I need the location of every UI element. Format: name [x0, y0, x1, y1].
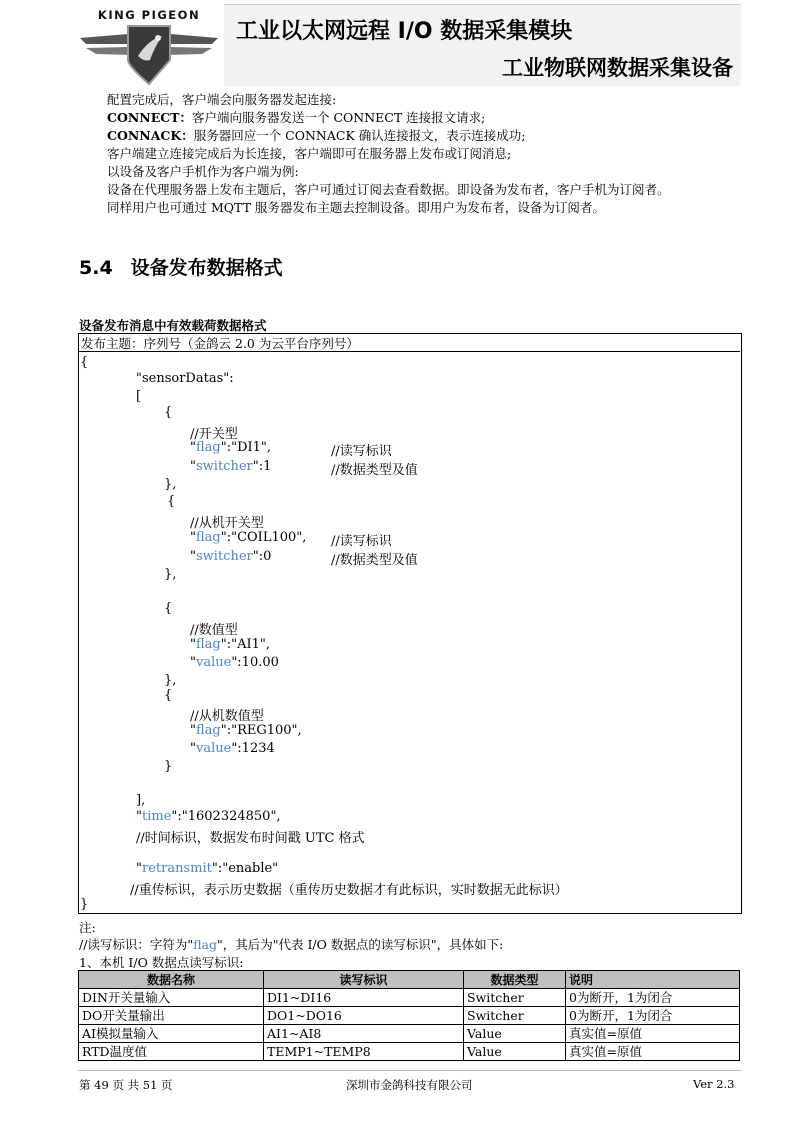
- sensor-datas-key: "sensorDatas":: [136, 371, 234, 386]
- connect-text: 客户端向服务器发送一个 CONNECT 连接报文请求;: [191, 110, 486, 125]
- intro-connect: [107, 109, 485, 127]
- json-close-brace: }: [80, 897, 89, 912]
- intro-line: 同样用户也可通过 MQTT 服务器发布主题去控制设备。即用户为发布者，设备为订阅者。: [107, 200, 605, 215]
- flag-line: "flag":"AI1",: [190, 637, 270, 652]
- document-title: 工业以太网远程 I/O 数据采集模块: [236, 19, 573, 44]
- section-heading: [79, 253, 283, 280]
- intro-connack: [107, 127, 525, 145]
- notes-line: 1、本机 I/O 数据点读写标识:: [79, 955, 244, 970]
- retransmit-comment: //重传标识，表示历史数据（重传历史数据才有此标识，实时数据无此标识）: [130, 883, 568, 898]
- item-comment: //数值型: [190, 623, 238, 638]
- notes-line: //读写标识：字符为"flag"，其后为"代表 I/O 数据点的读写标识"，具体如下:: [79, 937, 504, 952]
- table-caption: 设备发布消息中有效载荷数据格式: [79, 318, 267, 333]
- type-line: "switcher":0: [190, 549, 272, 564]
- col-header: 读写标识: [264, 971, 464, 989]
- intro-line: 配置完成后，客户端会向服务器发起连接:: [107, 92, 337, 107]
- connack-text: 服务器回应一个 CONNACK 确认连接报文，表示连接成功;: [193, 128, 526, 143]
- intro-line: 客户端建立连接完成后为长连接，客户端即可在服务器上发布或订阅消息;: [107, 146, 512, 161]
- retransmit-line: "retransmit":"enable": [136, 861, 279, 876]
- publish-topic-row: [78, 333, 740, 352]
- page-number: 第 49 页 共 51 页: [79, 1078, 173, 1092]
- flag-line: "flag":"DI1",: [190, 440, 272, 455]
- type-line: "value":1234: [190, 741, 275, 756]
- item-close-brace: },: [164, 477, 177, 492]
- connack-label: CONNACK：: [107, 128, 194, 143]
- table-row: RTD温度值 TEMP1~TEMP8 Value 真实值=原值: [79, 1043, 740, 1061]
- footer-company: 深圳市金鸽科技有限公司: [346, 1078, 473, 1092]
- item-open-brace: {: [167, 494, 176, 509]
- table-row: DO开关量输出 DO1~DO16 Switcher 0为断开，1为闭合: [79, 1007, 740, 1025]
- connect-label: CONNECT：: [107, 110, 192, 125]
- item-close-brace: },: [164, 567, 177, 582]
- time-comment: //时间标识，数据发布时间戳 UTC 格式: [136, 831, 365, 846]
- type-line: "switcher":1: [190, 459, 272, 474]
- col-header: 说明: [566, 971, 740, 989]
- flag-line: "flag":"COIL100",: [190, 530, 307, 545]
- item-open-brace: {: [164, 405, 173, 420]
- type-comment: //数据类型及值: [331, 553, 418, 568]
- io-table: [78, 970, 740, 1061]
- notes-label: 注:: [79, 920, 96, 935]
- flag-comment: //读写标识: [331, 534, 392, 549]
- json-open-bracket: [: [136, 389, 142, 404]
- section-title: 设备发布数据格式: [130, 257, 283, 279]
- table-row: DIN开关量输入 DI1~DI16 Switcher 0为断开，1为闭合: [79, 989, 740, 1007]
- item-open-brace: {: [164, 601, 173, 616]
- publish-topic-text: 发布主题：序列号（金鸽云 2.0 为云平台序列号）: [81, 336, 359, 351]
- document-subtitle: 工业物联网数据采集设备: [502, 56, 733, 80]
- type-line: "value":10.00: [190, 655, 279, 670]
- table-row: AI模拟量输入 AI1~AI8 Value 真实值=原值: [79, 1025, 740, 1043]
- footer-version: Ver 2.3: [693, 1077, 735, 1091]
- col-header: 数据名称: [79, 971, 264, 989]
- json-open-brace: {: [80, 355, 89, 370]
- item-close-brace: }: [164, 759, 173, 774]
- footer-divider: [78, 1070, 742, 1071]
- intro-line: 以设备及客户手机作为客户端为例:: [107, 164, 299, 179]
- intro-line: 设备在代理服务器上发布主题后，客户可通过订阅去查看数据。即设备为发布者，客户手机为订阅者。: [107, 182, 670, 197]
- col-header: 数据类型: [464, 971, 566, 989]
- flag-comment: //读写标识: [331, 444, 392, 459]
- item-comment: //从机数值型: [190, 709, 264, 724]
- item-close-brace: },: [164, 673, 177, 688]
- table-header-row: [79, 971, 740, 989]
- type-comment: //数据类型及值: [331, 463, 418, 478]
- flag-line: "flag":"REG100",: [190, 723, 302, 738]
- item-comment: //开关型: [190, 427, 238, 442]
- json-close-bracket: ],: [136, 793, 146, 808]
- item-open-brace: {: [164, 688, 173, 703]
- logo-text: KING PIGEON: [97, 8, 201, 22]
- time-line: "time":"1602324850",: [136, 809, 281, 824]
- item-comment: //从机开关型: [190, 516, 264, 531]
- section-number: 5.4: [79, 257, 113, 279]
